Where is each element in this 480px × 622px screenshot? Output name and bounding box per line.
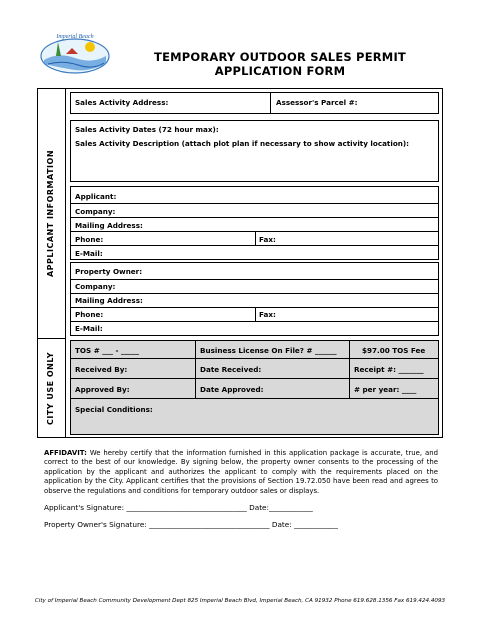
logo-text: Imperial Beach xyxy=(56,34,94,40)
form-title xyxy=(150,50,410,78)
sales-activity-description-field[interactable]: Sales Activity Description (attach plot plan if necessary to show activity location): xyxy=(75,139,410,148)
sales-activity-dates-field[interactable]: Sales Activity Dates (72 hour max): xyxy=(75,125,219,134)
applicant-field[interactable]: Applicant: xyxy=(75,192,117,201)
applicant-phone-divider xyxy=(255,231,256,245)
address-divider xyxy=(270,92,271,114)
special-conditions-field[interactable]: Special Conditions: xyxy=(75,405,153,414)
owner-mailing-field[interactable]: Mailing Address: xyxy=(75,296,143,305)
city-use-side xyxy=(37,338,66,438)
applicant-phone-field[interactable]: Phone: xyxy=(75,235,104,244)
applicant-row-line xyxy=(70,203,439,204)
owner-row-line xyxy=(70,293,439,294)
owner-company-field[interactable]: Company: xyxy=(75,282,116,291)
date-received-field[interactable]: Date Received: xyxy=(200,365,262,374)
applicant-row-line xyxy=(70,245,439,246)
applicant-signature-line[interactable]: Applicant's Signature: _________________________________ Date:____________ xyxy=(44,503,313,512)
applicant-company-field[interactable]: Company: xyxy=(75,207,116,216)
footer-address: City of Imperial Beach Community Development Dept 825 Imperial Beach Blvd, Imperial Beach, CA 91932 Phone 619.628.1356 Fax 619.424.4093 xyxy=(34,598,446,604)
imperial-beach-logo xyxy=(38,30,112,76)
business-license-field[interactable]: Business License On File? # ______ xyxy=(200,346,337,355)
owner-phone-field[interactable]: Phone: xyxy=(75,310,104,319)
owner-phone-divider xyxy=(255,307,256,321)
applicant-info-label: APPLICANT INFORMATION xyxy=(46,149,56,277)
affidavit-heading: AFFIDAVIT: xyxy=(44,449,87,457)
approved-by-field[interactable]: Approved By: xyxy=(75,385,130,394)
applicant-info-side xyxy=(37,88,66,338)
owner-signature-line[interactable]: Property Owner's Signature: _________________________________ Date: ____________ xyxy=(44,520,338,529)
date-approved-field[interactable]: Date Approved: xyxy=(200,385,264,394)
city-row-line xyxy=(70,398,439,399)
tos-fee-label: $97.00 TOS Fee xyxy=(362,346,426,355)
property-owner-field[interactable]: Property Owner: xyxy=(75,267,143,276)
owner-email-field[interactable]: E-Mail: xyxy=(75,324,103,333)
tos-number-field[interactable]: TOS # ___ - _____ xyxy=(75,346,139,355)
affidavit xyxy=(44,449,438,496)
city-row-line xyxy=(70,378,439,379)
affidavit-text: We hereby certify that the information furnished in this application package is accurate, true, and correct to the best of our knowledge. By signing below, the property owner consents to the processing of the application by the applicant and authorizes the applicant to comply with the requirements placed on the application by the City. Applicant certifies that the provisions of Section 19.72.050 have been read and agrees to observe the regulations and conditions for temporary outdoor sales or displays. xyxy=(44,449,439,495)
applicant-fax-field[interactable]: Fax: xyxy=(259,235,276,244)
city-row-line xyxy=(70,358,439,359)
city-use-label: CITY USE ONLY xyxy=(46,351,56,426)
per-year-field[interactable]: # per year: ____ xyxy=(354,385,417,394)
applicant-mailing-field[interactable]: Mailing Address: xyxy=(75,221,143,230)
title-line-1: TEMPORARY OUTDOOR SALES PERMIT xyxy=(154,50,406,64)
sales-activity-address-field[interactable]: Sales Activity Address: xyxy=(75,98,169,107)
received-by-field[interactable]: Received By: xyxy=(75,365,128,374)
city-col-line xyxy=(195,340,196,398)
title-line-2: APPLICATION FORM xyxy=(214,64,346,78)
applicant-email-field[interactable]: E-Mail: xyxy=(75,249,103,258)
city-col-line xyxy=(349,340,350,398)
applicant-row-line xyxy=(70,217,439,218)
receipt-number-field[interactable]: Receipt #: _______ xyxy=(354,365,424,374)
owner-row-line xyxy=(70,321,439,322)
owner-row-line xyxy=(70,279,439,280)
assessors-parcel-field[interactable]: Assessor's Parcel #: xyxy=(276,98,358,107)
owner-fax-field[interactable]: Fax: xyxy=(259,310,276,319)
